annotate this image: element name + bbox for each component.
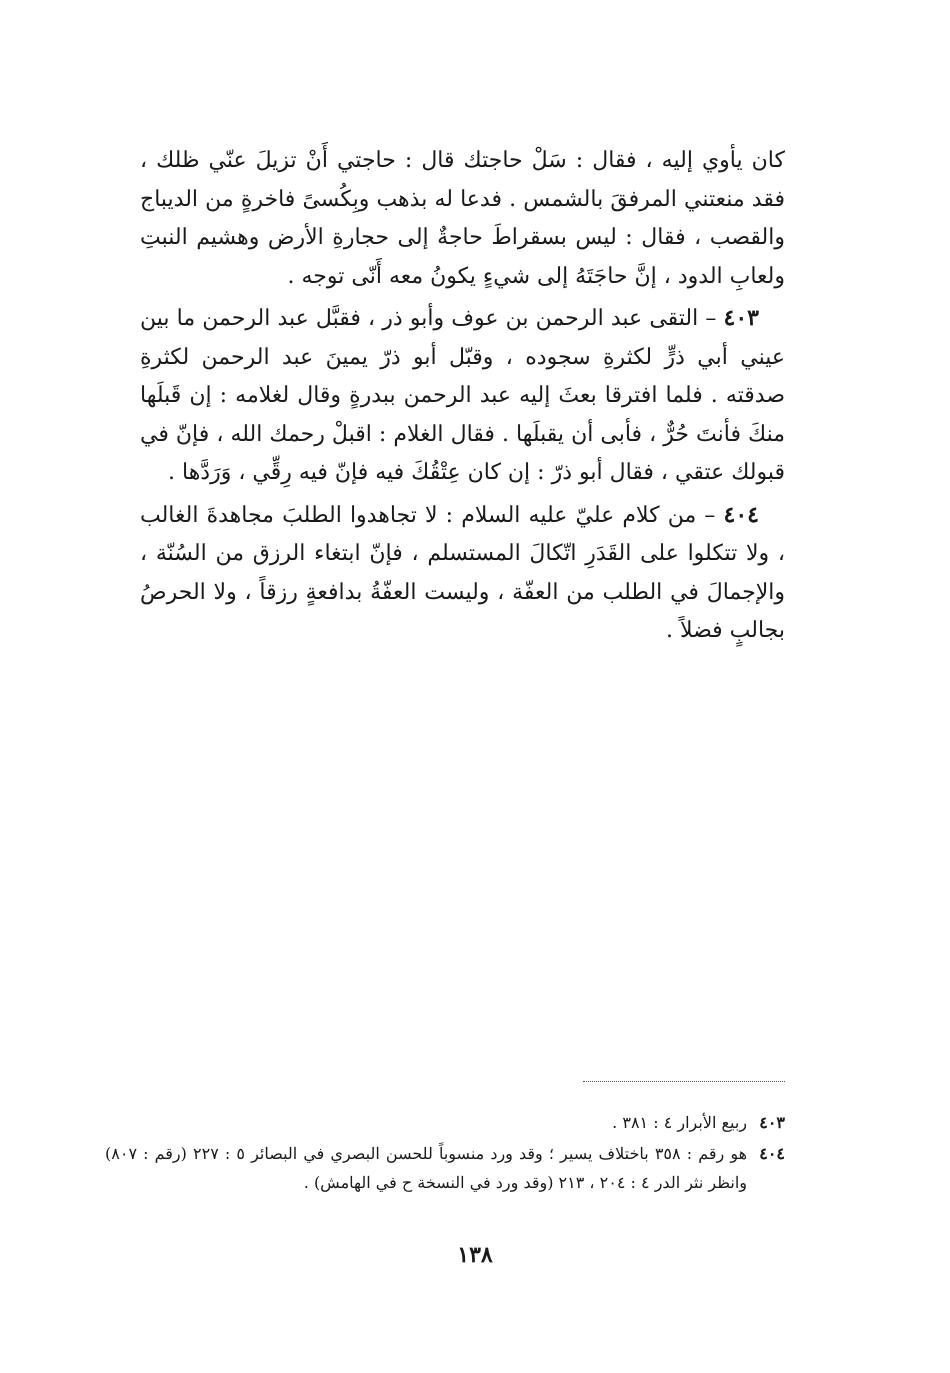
footnote-403-text: ربيع الأبرار ٤ : ٣٨١ . [612, 1113, 747, 1132]
paragraph-continuation [140, 142, 785, 296]
footnote-404 [105, 1139, 785, 1197]
entry-404 [140, 496, 785, 651]
paragraph-continuation-text: كان يأوي إليه ، فقال : سَلْ حاجتك قال : حاجتي أَنْ تزيلَ عنّي ظلك ، فقد منعتني المرفقَ بالشمس . فدعا له بذهب وبِكُسىً فاخرةٍ من الديباج والقصب ، فقال : ليس بسقراطَ حاجةٌ إلى حجارةِ الأرض وهشيم النبتِ ولعابِ الدود ، إنَّ حاجَتَهُ إلى شيءٍ يكونُ معه أَنّى توجه . [140, 148, 785, 289]
entry-404-number: ٤٠٤ [723, 501, 759, 528]
page-number: ١٣٨ [457, 1242, 493, 1268]
footnote-403 [105, 1108, 785, 1137]
footnote-divider [583, 1081, 785, 1082]
entry-403-number: ٤٠٣ [723, 305, 759, 331]
footnotes [105, 1108, 785, 1199]
entry-403 [140, 299, 785, 493]
entry-403-text: – التقى عبد الرحمن بن عوف وأبو ذر ، فقبَّل عبد الرحمن ما بين عيني أبي ذرٍّ لكثرةِ سجوده ، وقبّل أبو ذرّ يمينَ عبد الرحمن لكثرةِ صدقته . فلما افترقا بعثَ إليه عبد الرحمن ببدرةٍ وقال لغلامه : إن قَبلَها منكَ فأنتَ حُرٌّ ، فأبى أن يقبلَها . فقال الغلام : اقبلْ رحمك الله ، فإنّ في قبولك عتقي ، فقال أبو ذرّ : إن كان عِتْقُكَ فيه فإنّ فيه رِقِّي ، وَرَدَّها . [140, 306, 786, 485]
main-text [140, 142, 785, 654]
footnote-404-number: ٤٠٤ [759, 1144, 785, 1163]
entry-404-text: – من كلام عليّ عليه السلام : لا تجاهدوا الطلبَ مجاهدةَ الغالب ، ولا تتكلوا على القَدَرِ اتّكالَ المستسلم ، فإنّ ابتغاء الرزق من السُنّة ، والإجمالَ في الطلب من العفّة ، وليست العفّةُ بدافعةٍ رزقاً ، ولا الحرصُ بجالبٍ فضلاً . [140, 502, 785, 643]
footnote-404-text: هو رقم : ٣٥٨ باختلاف يسير ؛ وقد ورد منسوباً للحسن البصري في البصائر ٥ : ٢٢٧ (رقم : ٨٠٧) وانظر نثر الدر ٤ : ٢٠٤ ، ٢١٣ (وقد ورد في النسخة ح في الهامش) . [105, 1144, 748, 1192]
footnote-403-number: ٤٠٣ [759, 1113, 785, 1132]
